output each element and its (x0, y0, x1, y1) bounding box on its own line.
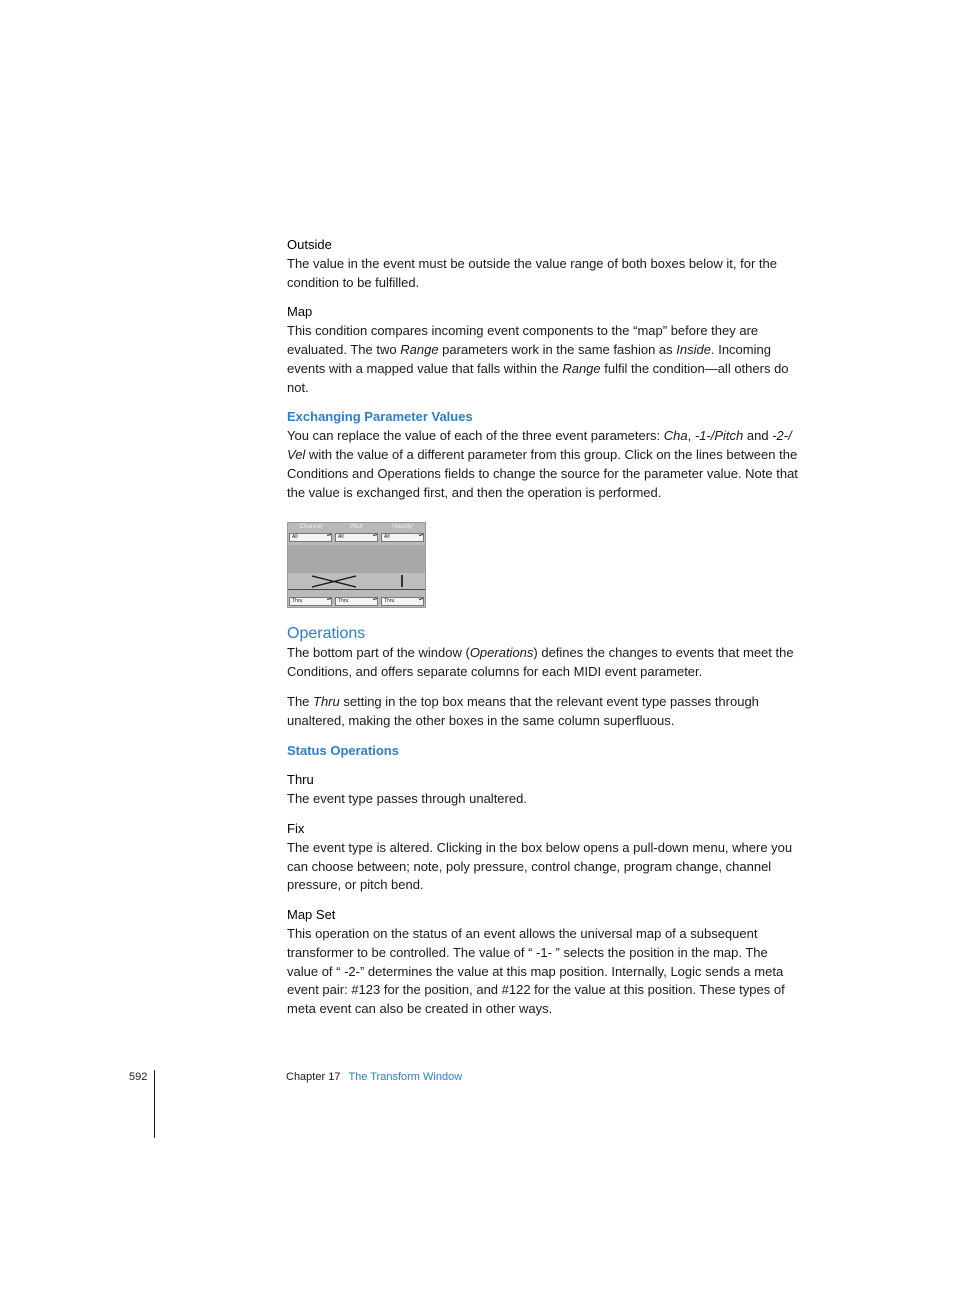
map-entry (287, 303, 799, 397)
map-text-d: fulfil the condition—all others do not. (287, 360, 789, 395)
map-em-inside: Inside (676, 341, 711, 357)
parameter-wire-area (288, 573, 425, 590)
figure-operation-selects (289, 597, 424, 606)
exchanging-em-cha: Cha (663, 428, 688, 444)
exchanging-sep-1: , (687, 428, 695, 444)
map-em-range-2: Range (562, 360, 601, 376)
map-text-c: . Incoming events with a mapped value that falls within the (287, 341, 771, 376)
operations-p2-a: The (287, 693, 314, 709)
operations-p2-b: setting in the top box means that the relevant event type passes through unaltered, making the other boxes in the same column superfluous. (287, 693, 759, 728)
exchanging-text-a: You can replace the value of each of the three event parameters: (287, 428, 664, 444)
fix-entry (287, 820, 799, 895)
mapset-description: This operation on the status of an event allows the universal map of a subsequent transformer to be controlled. The value of “ -1- ” selects the position in the map. The value of “ -2-” determines the value at this map position. Internally, Logic sends a meta event pair: #123 for the position, and #122 for the value at this position. These types of meta event can also be created in other ways. (287, 925, 785, 1017)
figure-header-channel: Channel (299, 524, 323, 531)
outside-description: The value in the event must be outside the value range of both boxes below it, for the condition to be fulfilled. (287, 255, 777, 290)
term-map-set: Map Set (287, 907, 336, 923)
fix-description: The event type is altered. Clicking in the box below opens a pull-down menu, where you can choose between; note, poly pressure, control change, program change, channel pressure, or pitch bend. (287, 839, 793, 893)
condition-select-channel[interactable]: All ▴▾ (289, 533, 332, 542)
exchanging-heading: Exchanging Parameter Values (287, 409, 473, 425)
operations-section (287, 624, 799, 682)
operations-paragraph-1 (287, 644, 799, 682)
operations-paragraph-2 (287, 693, 799, 731)
footer-vertical-rule (154, 1070, 155, 1138)
operations-p1-a: The bottom part of the window ( (287, 645, 470, 661)
exchanging-em-vel: -2-/ Vel (287, 428, 792, 462)
page-number: 592 (129, 1071, 148, 1083)
operation-select-velocity[interactable]: Thru ▴▾ (381, 597, 424, 606)
exchanging-sep-2: and (743, 428, 773, 444)
parameter-wires-svg (288, 573, 425, 589)
exchanging-em-pitch: -1-/Pitch (694, 428, 744, 444)
figure-column-headers (288, 523, 425, 532)
transform-window-figure (287, 522, 426, 608)
exchanging-text-b: with the value of a different parameter from this group. Click on the lines between the Conditions and Operations fields to change the source for the parameter value. Note that the value is exchanged first, and then the operation is performed. (287, 446, 798, 500)
term-fix: Fix (287, 820, 305, 836)
condition-select-velocity[interactable]: All ▴▾ (381, 533, 424, 542)
exchanging-section (287, 408, 799, 502)
mapset-entry (287, 906, 799, 1019)
operations-heading: Operations (287, 625, 366, 643)
chapter-label: Chapter 17 (286, 1071, 341, 1083)
figure-condition-selects (289, 533, 424, 542)
figure-header-pitch: Pitch (349, 524, 364, 531)
figure-header-velocity: Velocity (391, 524, 413, 531)
term-outside: Outside (287, 237, 332, 252)
operations-p1-em: Operations (469, 645, 534, 661)
status-operations-heading-block (287, 742, 799, 761)
chapter-title: The Transform Window (348, 1071, 463, 1083)
map-text-b: parameters work in the same fashion as (438, 341, 677, 357)
condition-select-pitch[interactable]: All ▴▾ (335, 533, 378, 542)
term-thru: Thru (287, 772, 314, 788)
status-operations-heading: Status Operations (287, 742, 399, 758)
map-description (287, 322, 799, 397)
figure-gray-band (288, 545, 425, 573)
thru-description: The event type passes through unaltered. (287, 791, 527, 807)
operations-p2-em: Thru (313, 693, 340, 709)
operation-select-pitch[interactable]: Thru ▴▾ (335, 597, 378, 606)
footer-chapter (286, 1069, 462, 1085)
map-text-a: This condition compares incoming event components to the “map” before they are evaluated. The two (287, 323, 759, 357)
operations-paragraph-2-block (287, 693, 799, 731)
operations-p1-b: ) defines the changes to events that meet the Conditions, and offers separate columns for each MIDI event parameter. (287, 645, 794, 680)
outside-entry (287, 236, 799, 292)
term-map: Map (287, 304, 313, 320)
page-content (287, 236, 799, 1030)
map-em-range-1: Range (400, 341, 439, 357)
exchanging-description (287, 427, 799, 502)
thru-entry (287, 771, 799, 809)
operation-select-channel[interactable]: Thru ▴▾ (289, 597, 332, 606)
